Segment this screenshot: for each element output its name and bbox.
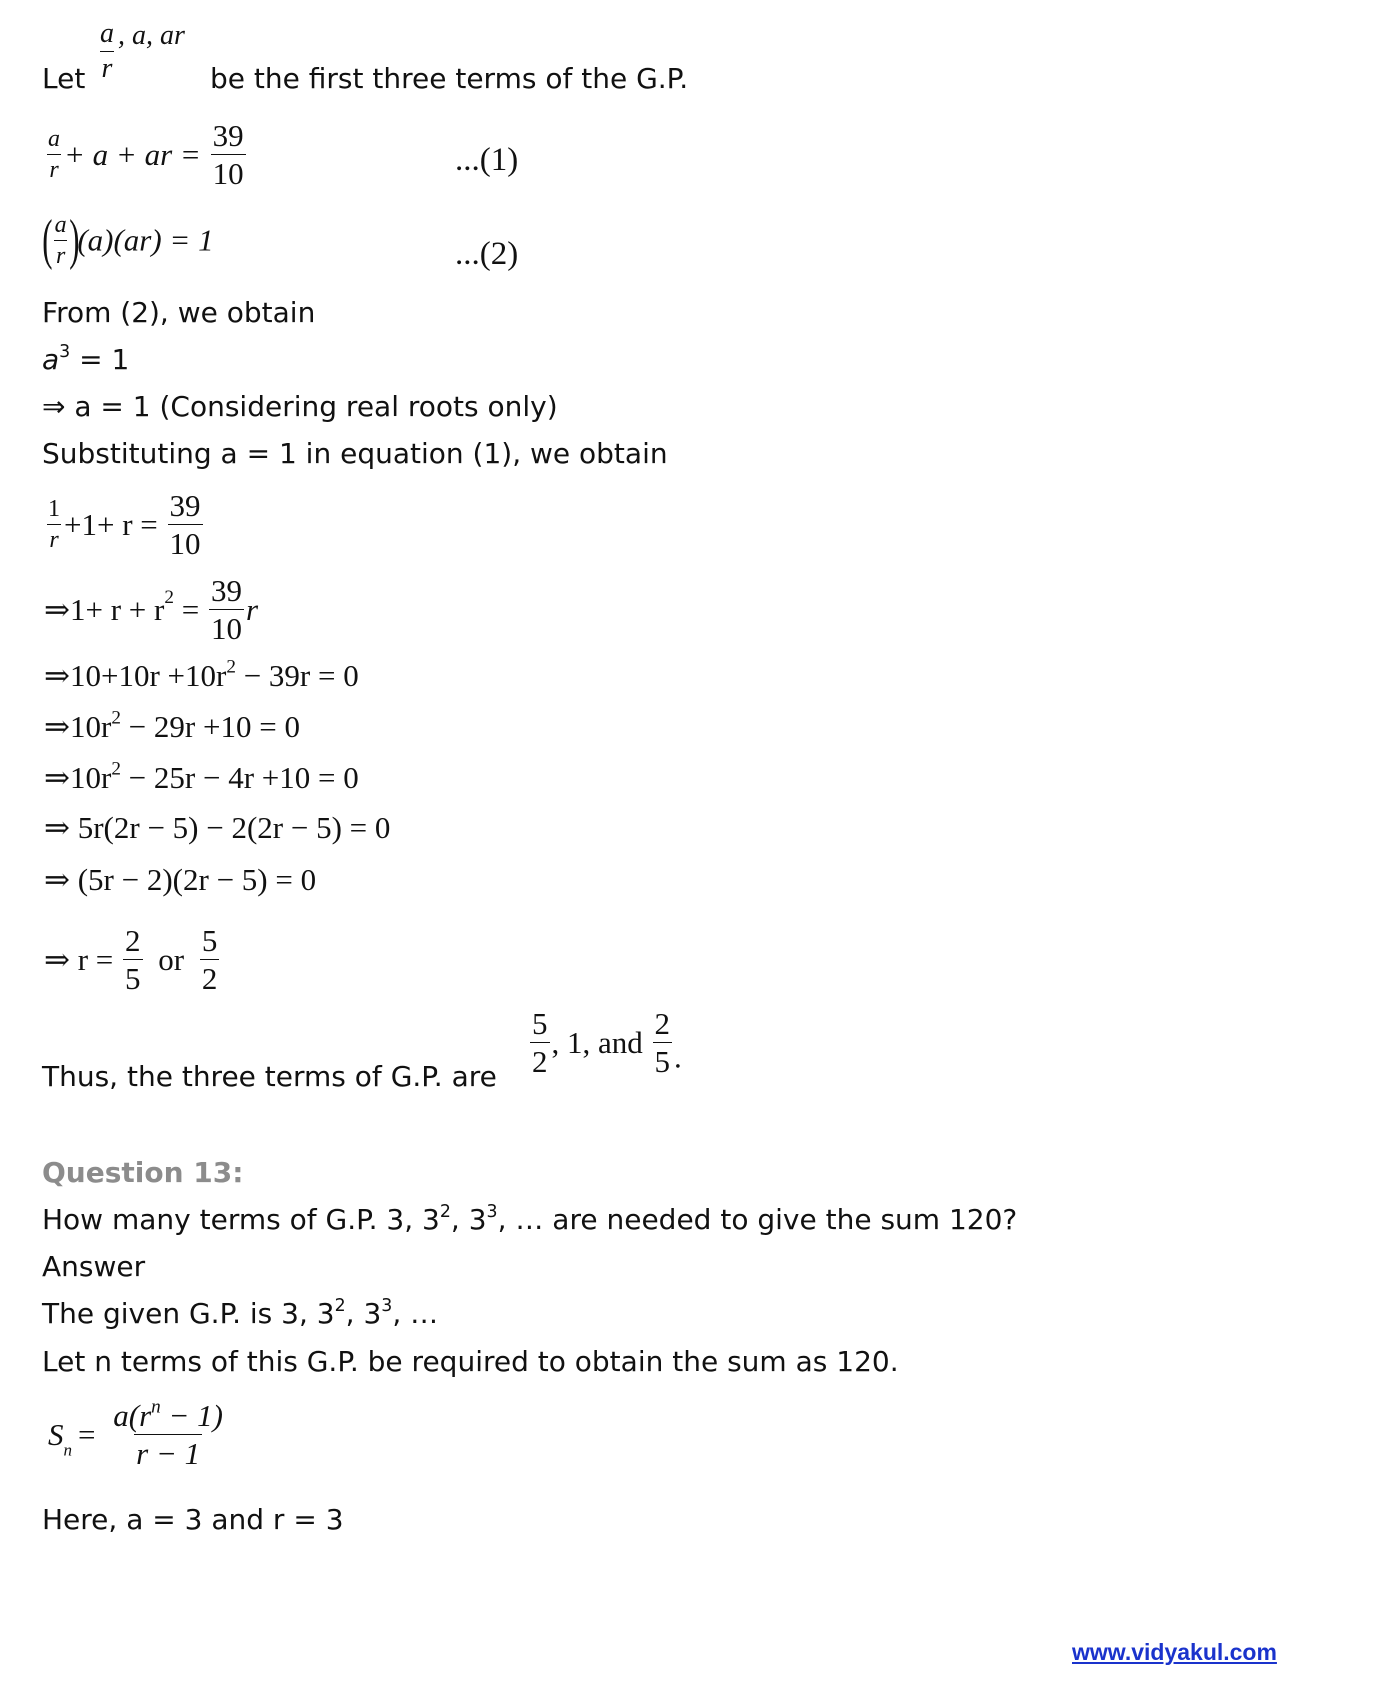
step-1 xyxy=(44,575,258,644)
terms-f2-den: 5 xyxy=(654,1044,671,1079)
sn-num xyxy=(111,1396,225,1434)
q-exp-2: 2 xyxy=(439,1201,451,1222)
eq1-rhs-den: 10 xyxy=(212,156,244,191)
step2-exp: 2 xyxy=(226,656,236,678)
terms-period: . xyxy=(674,1039,682,1075)
eq2-close-paren: ) xyxy=(68,209,80,271)
eq1-den: r xyxy=(47,154,60,182)
eq1-mid: + a + ar = xyxy=(64,137,201,172)
step7-f2-num: 5 xyxy=(201,923,218,958)
sub1-mid: +1+ r = xyxy=(64,507,158,542)
eq2-rest: (a)(ar) = 1 xyxy=(77,222,214,258)
a-var: a xyxy=(42,343,60,376)
step7-f1-den: 5 xyxy=(125,961,141,996)
step1-rhs-num: 39 xyxy=(210,573,242,608)
given-gp-line xyxy=(42,1297,438,1331)
sn-num-a: a(r xyxy=(113,1398,152,1433)
step3-a: ⇒10r xyxy=(44,709,112,744)
step4-a: ⇒10r xyxy=(44,760,112,795)
question-heading: Question 13: xyxy=(42,1156,244,1189)
given-exp-3: 3 xyxy=(381,1295,393,1316)
eq1-rhs-num: 39 xyxy=(212,118,244,153)
given-1: The given G.P. is 3, 3 xyxy=(42,1297,335,1330)
terms-rest: , a, ar xyxy=(118,19,185,51)
vidyakul-link[interactable]: www.vidyakul.com xyxy=(1072,1639,1277,1665)
step1-rhs-den: 10 xyxy=(210,611,242,646)
sn-formula xyxy=(48,1396,227,1471)
q-text-2: , 3 xyxy=(450,1203,487,1236)
eq1-num: a xyxy=(48,126,60,152)
step4-exp: 2 xyxy=(111,758,121,780)
eq2-open-paren: ( xyxy=(42,209,53,271)
from-2-line: From (2), we obtain xyxy=(42,296,316,329)
step2-b: − 39r = 0 xyxy=(235,658,359,693)
step-2 xyxy=(44,656,359,693)
question-text xyxy=(42,1203,1017,1237)
step2-a: ⇒10+10r +10r xyxy=(44,658,227,693)
step-6 xyxy=(44,864,316,895)
sn-eq: = xyxy=(78,1417,96,1452)
step-5 xyxy=(44,812,390,843)
a-cubed-rhs: = 1 xyxy=(70,343,130,376)
here-line: Here, a = 3 and r = 3 xyxy=(42,1503,344,1536)
a-equals-line: ⇒ a = 1 (Considering real roots only) xyxy=(42,390,558,423)
step-4 xyxy=(44,758,359,795)
step7-f2-den: 2 xyxy=(201,961,218,996)
equation-1 xyxy=(44,120,248,189)
sn-lhs: S xyxy=(48,1417,64,1452)
a-cubed-line xyxy=(42,343,129,377)
step3-exp: 2 xyxy=(111,707,121,729)
step4-b: − 25r − 4r +10 = 0 xyxy=(120,760,359,795)
step-3 xyxy=(44,707,300,744)
given-exp-2: 2 xyxy=(334,1295,346,1316)
sn-sub: n xyxy=(63,1440,73,1460)
given-2: , 3 xyxy=(345,1297,382,1330)
sub1-rhs-den: 10 xyxy=(169,526,201,561)
sub1-rhs-num: 39 xyxy=(169,488,201,523)
step3-b: − 29r +10 = 0 xyxy=(120,709,300,744)
step-7 xyxy=(44,925,221,994)
eq2-den: r xyxy=(54,240,67,268)
terms-expression xyxy=(96,20,185,83)
step1-tail: r xyxy=(245,592,259,627)
step7-f1-num: 2 xyxy=(125,923,141,958)
sn-num-tail: − 1) xyxy=(160,1398,223,1433)
substituting-line: Substituting a = 1 in equation (1), we obtain xyxy=(42,437,668,470)
step1-lhs: ⇒1+ r + r xyxy=(44,592,165,627)
sn-den: r − 1 xyxy=(136,1436,201,1471)
sn-num-exp: n xyxy=(151,1396,161,1418)
let-n-line: Let n terms of this G.P. be required to obtain the sum as 120. xyxy=(42,1345,899,1378)
eq2-tag: ...(2) xyxy=(455,236,519,272)
q-text-3: , … are needed to give the sum 120? xyxy=(497,1203,1018,1236)
terms-f1-num: 5 xyxy=(532,1006,548,1041)
step6-text: ⇒ (5r − 2)(2r − 5) = 0 xyxy=(44,862,317,897)
step5-text: ⇒ 5r(2r − 5) − 2(2r − 5) = 0 xyxy=(44,810,391,845)
sub1-den: r xyxy=(47,524,60,552)
terms-f2-num: 2 xyxy=(654,1006,671,1041)
eq2-num: a xyxy=(54,211,67,238)
let-line xyxy=(42,62,85,96)
let-word: Let xyxy=(42,62,86,95)
sub1-num: 1 xyxy=(48,496,60,522)
step1-exp: 2 xyxy=(164,587,174,609)
let-suffix: be the first three terms of the G.P. xyxy=(210,62,689,95)
terms-mid: , 1, and xyxy=(551,1025,643,1060)
given-3: , … xyxy=(392,1297,439,1330)
let-suffix-line xyxy=(210,62,688,96)
q-text-1: How many terms of G.P. 3, 3 xyxy=(42,1203,440,1236)
step7-lhs: ⇒ r = xyxy=(44,942,114,977)
thus-terms xyxy=(528,1008,682,1077)
terms-f1-den: 2 xyxy=(532,1044,548,1079)
eq1-tag: ...(1) xyxy=(455,142,519,178)
substituted-equation xyxy=(44,490,205,559)
terms-a: a xyxy=(100,18,114,49)
q-exp-3: 3 xyxy=(486,1201,498,1222)
equation-2 xyxy=(42,209,214,271)
answer-label: Answer xyxy=(42,1250,146,1283)
a-exp: 3 xyxy=(59,341,71,362)
terms-r: r xyxy=(101,53,113,84)
thus-line: Thus, the three terms of G.P. are xyxy=(42,1060,497,1093)
step7-or: or xyxy=(158,942,185,977)
step1-eq: = xyxy=(173,592,200,627)
